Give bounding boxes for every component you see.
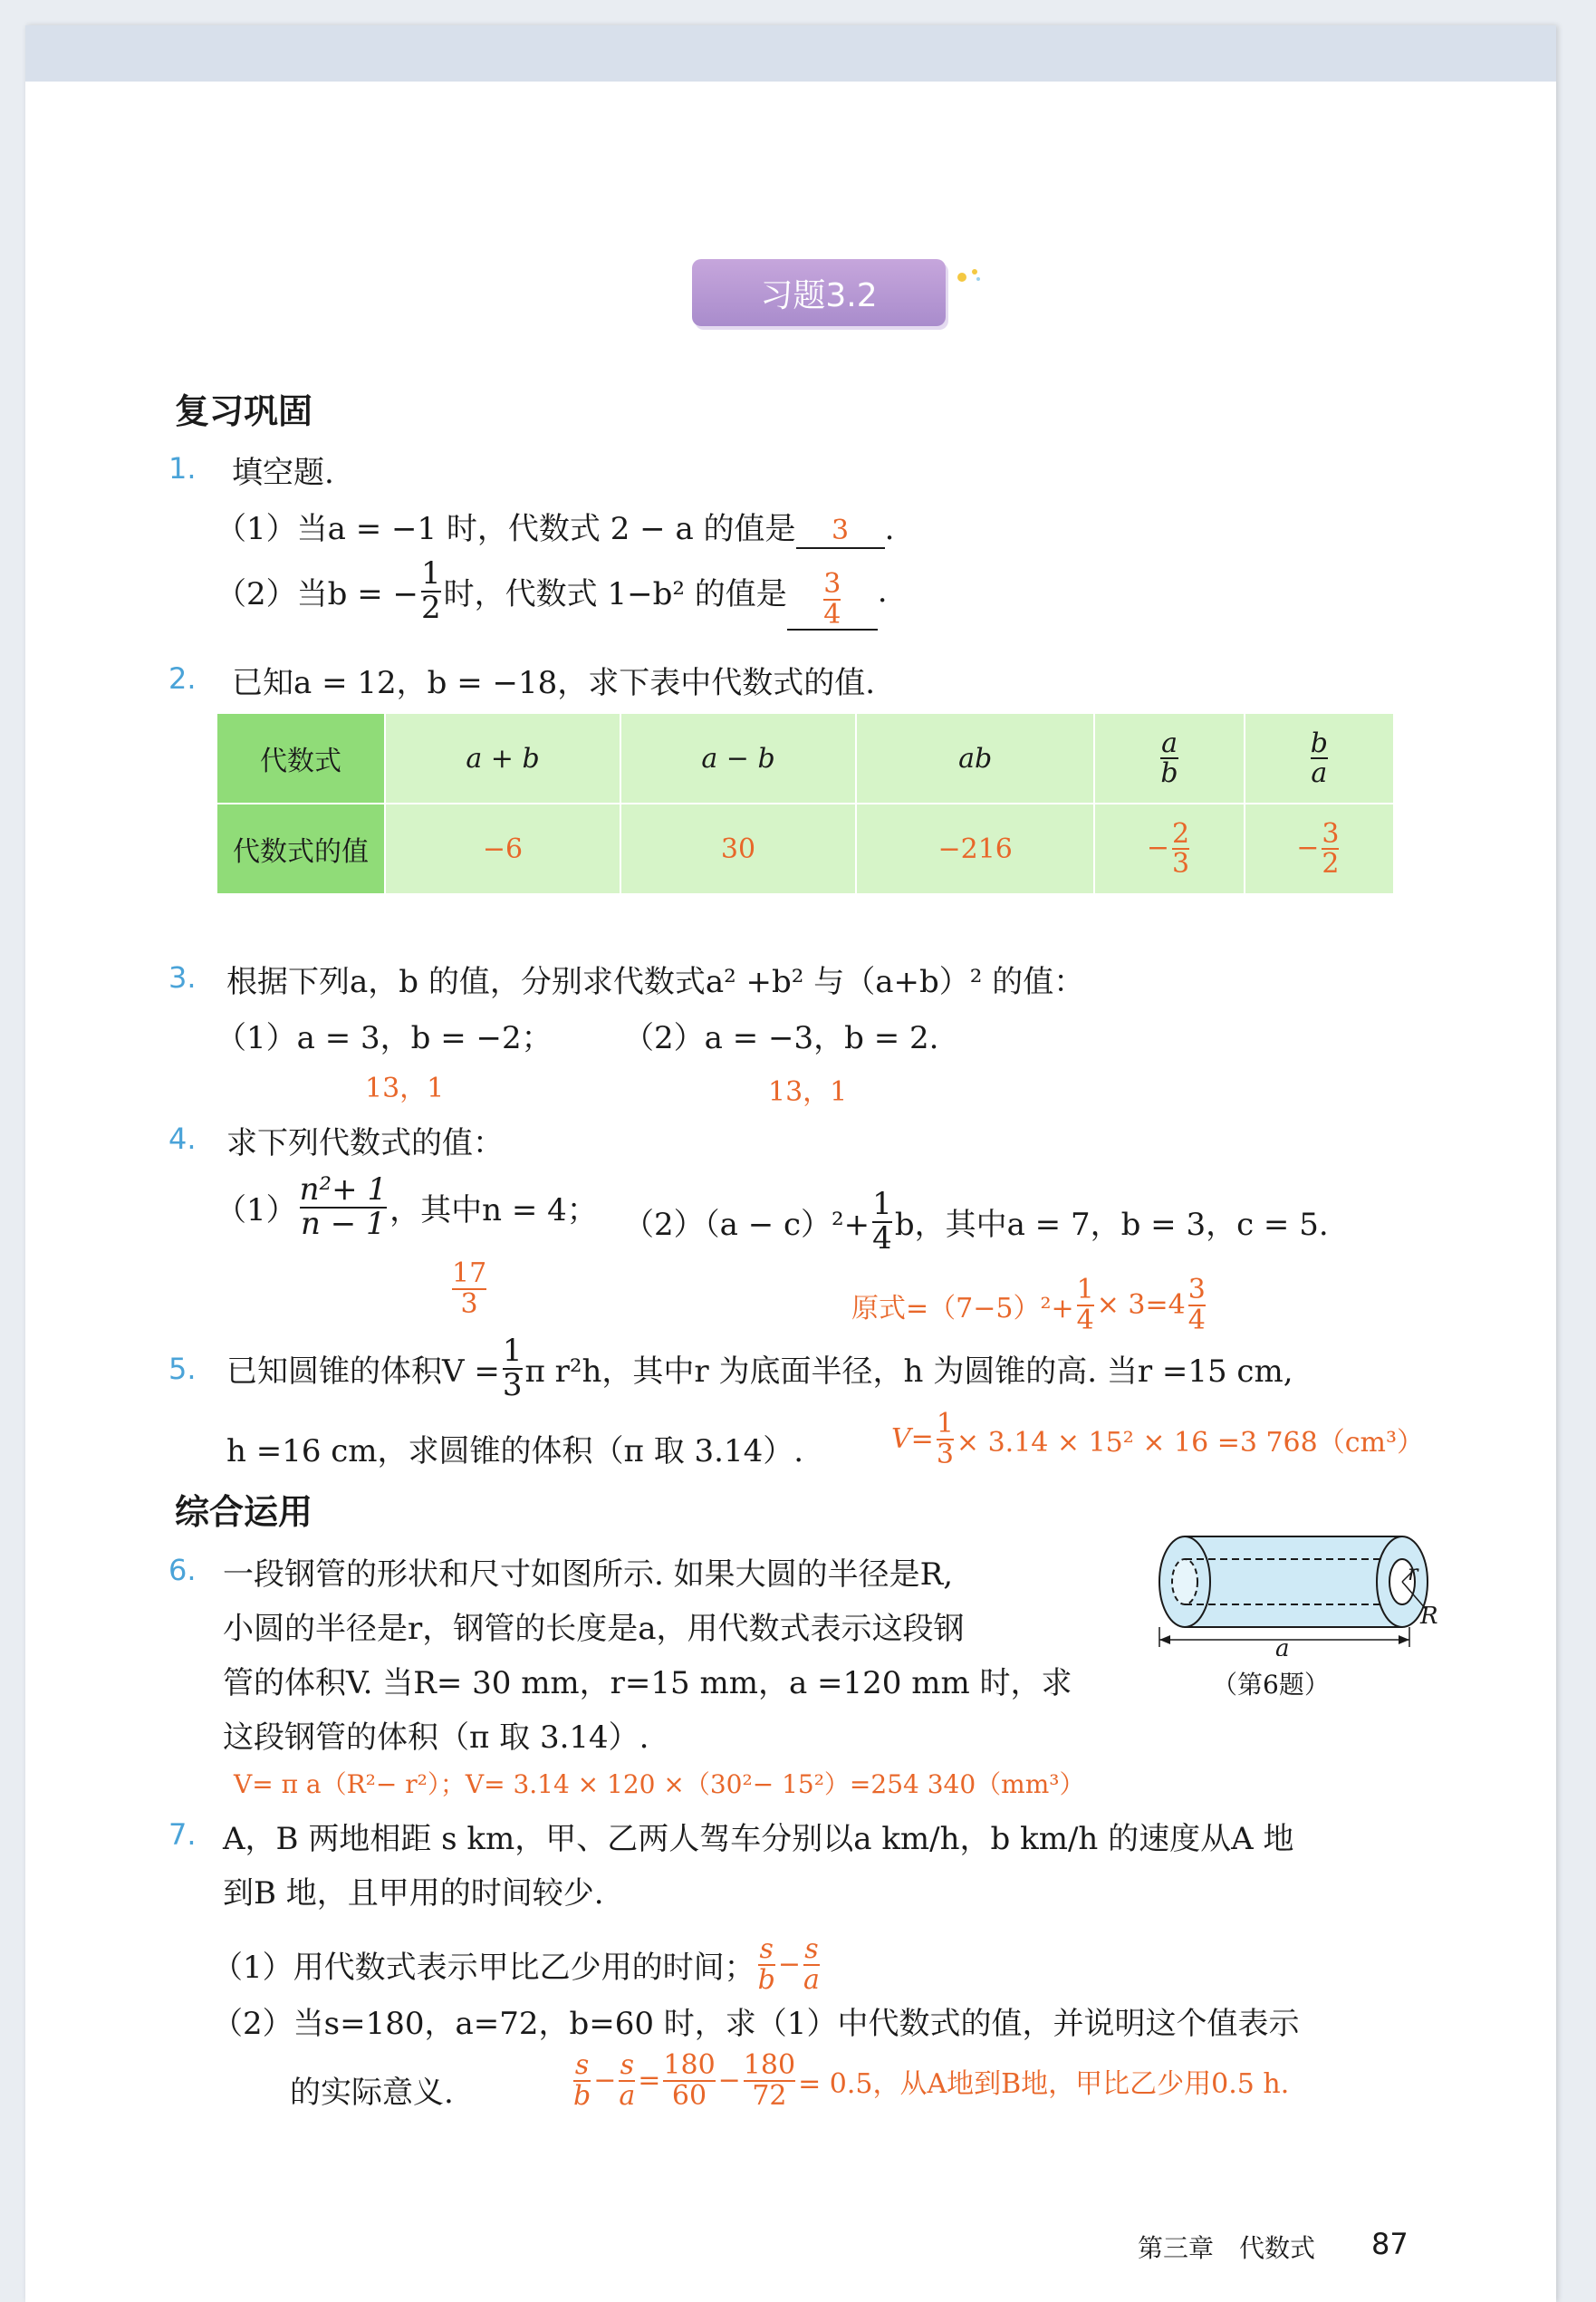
q1-number: 1. [168, 451, 197, 486]
table-cell: 30 [620, 804, 856, 894]
q4-answer2 [851, 1276, 1208, 1334]
table-cell [1094, 713, 1244, 804]
table-row [216, 713, 1394, 804]
q7-line1: A，B 两地相距 s km，甲、乙两人驾车分别以a km/h，b km/h 的速度从A 地 [223, 1821, 1294, 1857]
frac-den: 3 [936, 1438, 954, 1470]
q5-line2: h =16 cm，求圆锥的体积（π 取 3.14）. [226, 1433, 804, 1469]
section-review-heading: 复习巩固 [175, 391, 313, 431]
frac-den: 4 [1076, 1304, 1094, 1336]
fig-label-R: R [1420, 1603, 1438, 1630]
q7-part2-answer: $\frac{s}{b}$ − $\frac{s}{a}$ = $\frac{180}{60}$ − $\frac{180}{72}$ = 0.5，从A地到B地，甲比乙少用0.5 h. [573, 2049, 1290, 2112]
frac-num: s [759, 1933, 774, 1965]
q5-answer-post: × 3.14 × 15² × 16 =3 768（cm³） [956, 1426, 1424, 1459]
q4-part1-label: （1） [216, 1192, 297, 1229]
q1-part2-blank [787, 570, 878, 631]
frac-num: 3 [1322, 817, 1340, 850]
q6-answer: V= π a（R²− r²）；V= 3.14 × 120 ×（30²− 15²）=254 340（mm³） [234, 1769, 1085, 1799]
frac-den: b [573, 2079, 591, 2112]
q4-part1-fraction [299, 1171, 388, 1242]
q4-part1-post: ，其中n = 4； [389, 1192, 598, 1229]
frac-num: s [804, 1933, 819, 1965]
frac-den: 3 [1172, 848, 1190, 880]
q1-part1: （1）当a = −1 时，代数式 2 − a 的值是 3 . [216, 511, 895, 547]
frac-den: 4 [872, 1219, 892, 1257]
q1-part2-post: 时，代数式 1−b² 的值是 [443, 576, 787, 613]
frac-den: 3 [460, 1287, 478, 1320]
frac-den: 60 [671, 2079, 707, 2112]
table-cell: −216 [856, 804, 1094, 894]
q7-part2: （2）当s=180，a=72，b=60 时，求（1）中代数式的值，并说明这个值表示 [212, 2006, 1300, 2042]
frac-num: 1 [502, 1333, 523, 1369]
table-cell: − $\frac{3}{2}$ [1245, 804, 1394, 894]
minus-sign: − [777, 1949, 801, 1980]
frac-den: 4 [1187, 1304, 1206, 1336]
q1-part2-fraction [421, 555, 441, 626]
q6-line: 管的体积V. 当R= 30 mm，r=15 mm，a =120 mm 时，求 [223, 1665, 1072, 1701]
q2-number: 2. [168, 661, 197, 696]
fig-label-a: a [1275, 1635, 1290, 1656]
q4-stem: 求下列代数式的值： [226, 1125, 504, 1161]
q5-fraction [503, 1335, 523, 1401]
q1-part2-pre: （2）当b = − [216, 576, 418, 613]
q7-part1 [212, 1935, 822, 1994]
frac-num: 17 [452, 1257, 487, 1289]
q7-line2: 到B 地，且甲用的时间较少. [223, 1875, 604, 1912]
table-cell: − $\frac{2}{3}$ [1094, 804, 1244, 894]
frac-den: n − 1 [301, 1205, 386, 1242]
frac-num: 1 [936, 1408, 954, 1440]
frac-num: b [1310, 727, 1328, 759]
frac-num: n²+ 1 [299, 1171, 388, 1208]
table-row [216, 804, 1394, 894]
frac-num: 3 [823, 568, 841, 601]
frac-num: 180 [743, 2049, 796, 2081]
steel-pipe-figure [1139, 1520, 1466, 1656]
q7-part2-line2: 的实际意义. [290, 2075, 454, 2111]
table-cell: a + b [385, 713, 620, 804]
table-cell: a − b [620, 713, 856, 804]
q4-part2 [623, 1186, 1329, 1257]
figure-caption: （第6题） [1212, 1670, 1330, 1700]
frac-den: b [757, 1963, 775, 1996]
q5-number: 5. [168, 1352, 197, 1386]
q1-part2: （2）当b = − $\frac{1}{2}$ 时，代数式 1−b² 的值是 $\frac{3}{4}$ . [216, 555, 888, 631]
q3-stem: 根据下列a，b 的值，分别求代数式a² +b² 与（a+b）² 的值： [226, 964, 1085, 1000]
q4-part2-post: b，其中a = 7，b = 3，c = 5. [894, 1207, 1329, 1244]
q1-part1-answer: 3 [832, 515, 850, 546]
frac-num: 1 [421, 555, 441, 592]
q6-number: 6. [168, 1553, 197, 1587]
q3-answer1: 13，1 [365, 1073, 445, 1104]
frac-den: 2 [1322, 848, 1340, 880]
frac-num: 2 [1172, 817, 1190, 850]
frac-den: 72 [752, 2079, 787, 2112]
q7-number: 7. [168, 1817, 197, 1852]
page-number: 87 [1371, 2227, 1409, 2261]
q5-answer [891, 1410, 1424, 1469]
q3-part1: （1）a = 3，b = −2； [216, 1020, 553, 1056]
frac-num: 180 [663, 2049, 716, 2081]
frac-den: a [1311, 757, 1328, 789]
frac-num: a [1161, 727, 1178, 759]
q2-stem: 已知a = 12，b = −18，求下表中代数式的值. [232, 665, 876, 701]
q3-number: 3. [168, 960, 197, 995]
q7-part1-answer [755, 1935, 822, 1994]
q3-answer2: 13，1 [768, 1076, 848, 1108]
exercise-title: 习题3.2 [692, 259, 946, 326]
frac-den: 2 [421, 589, 441, 626]
q4-answer1 [449, 1259, 489, 1318]
q4-part1 [216, 1171, 598, 1242]
value-table [216, 712, 1395, 895]
q5-answer-pre: V= [891, 1423, 934, 1455]
q4-number: 4. [168, 1122, 197, 1156]
q1-part2-answer [823, 570, 841, 629]
q1-part1-text: （1）当a = −1 时，代数式 2 − a 的值是 [216, 511, 796, 547]
q4-part2-fraction [872, 1186, 892, 1257]
fig-label-r: r [1408, 1560, 1418, 1585]
frac-den: a [619, 2079, 636, 2112]
frac-num: s [574, 2049, 590, 2081]
frac-den: a [803, 1963, 820, 1996]
table-cell: −6 [385, 804, 620, 894]
q7-part1-text: （1）用代数式表示甲比乙少用的时间； [212, 1950, 755, 1986]
q4-answer2-mid: × 3=4 [1096, 1289, 1186, 1321]
frac-den: 3 [502, 1366, 523, 1403]
q4-part2-pre: （2）（a − c）²+ [623, 1207, 870, 1244]
frac-den: 4 [823, 598, 841, 631]
q1-stem: 填空题. [232, 455, 334, 491]
q1-part1-blank [796, 511, 885, 549]
page [25, 25, 1556, 2302]
frac-den: b [1160, 757, 1178, 789]
table-row-head: 代数式的值 [216, 804, 385, 894]
top-band [25, 25, 1556, 82]
decorative-dots-icon [957, 266, 984, 284]
section-apply-heading: 综合运用 [175, 1492, 313, 1532]
q6-line: 这段钢管的体积（π 取 3.14）. [223, 1719, 649, 1756]
q7-part2-answer-tail: = 0.5，从A地到B地，甲比乙少用0.5 h. [798, 2067, 1290, 2100]
q5-post: π r²h，其中r 为底面半径，h 为圆锥的高. 当r =15 cm, [524, 1353, 1293, 1391]
q6-line: 一段钢管的形状和尺寸如图所示. 如果大圆的半径是R, [223, 1556, 954, 1593]
chapter-footer: 第三章 代数式 [1138, 2233, 1316, 2263]
q5-pre: 已知圆锥的体积V = [226, 1353, 500, 1391]
q4-answer2-pre: 原式=（7−5）²+ [851, 1292, 1074, 1324]
frac-num: 3 [1187, 1274, 1206, 1305]
table-row-head: 代数式 [216, 713, 385, 804]
table-cell [1245, 713, 1394, 804]
frac-num: 1 [872, 1186, 892, 1222]
table-cell: ab [856, 713, 1094, 804]
frac-num: 1 [1076, 1274, 1094, 1305]
q5-line1 [226, 1335, 1293, 1401]
frac-num: s [620, 2049, 634, 2081]
q3-part2: （2）a = −3，b = 2. [623, 1020, 939, 1056]
q6-line: 小圆的半径是r，钢管的长度是a，用代数式表示这段钢 [223, 1611, 965, 1647]
